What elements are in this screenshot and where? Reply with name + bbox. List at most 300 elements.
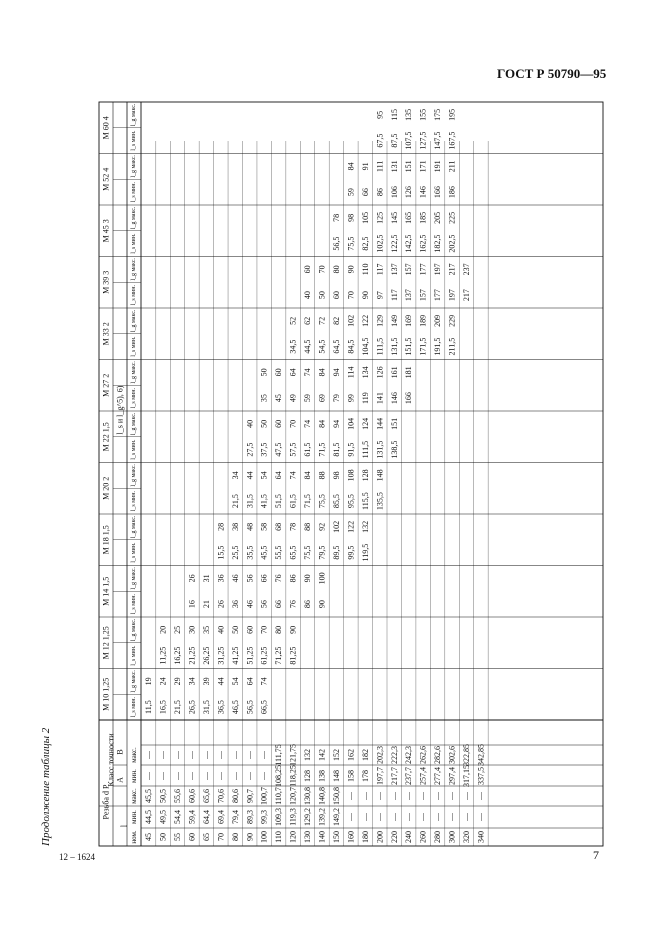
cell-value: 237: [462, 263, 471, 276]
cell-base: 80,6: [230, 789, 240, 803]
cell-value: 146: [389, 392, 399, 405]
cell-value: 148: [375, 469, 385, 482]
cell-base: —: [201, 751, 211, 759]
cell-value: 104: [346, 417, 356, 430]
size-header: М 52 4: [101, 167, 111, 191]
cell-value: 59: [346, 188, 356, 197]
cell-base: 50,5: [158, 789, 168, 803]
cell-value: 16: [187, 600, 197, 609]
cell-value: 68: [274, 522, 284, 531]
cell-value: 89,5: [331, 545, 341, 560]
cell-value: 70: [317, 265, 327, 274]
cell-value: 36: [216, 574, 226, 583]
sub-header-min: l_s мин.: [131, 439, 137, 460]
cell-value: 181: [404, 366, 414, 379]
cell-value: 114: [346, 366, 356, 379]
sub-header-min: l_s мин.: [131, 182, 137, 203]
cell-base: 45: [144, 833, 154, 841]
cell-base: —: [346, 792, 356, 800]
cell-base: 340: [476, 831, 486, 843]
cell-base: 55: [173, 833, 182, 841]
cell-value: 35,5: [245, 545, 255, 560]
cell-value: 175: [433, 108, 443, 121]
cell-value: 35: [259, 394, 269, 403]
cell-value: 171,5: [418, 337, 428, 356]
cell-base: —: [375, 792, 385, 800]
sub-header-max: l_g макс.: [131, 258, 137, 281]
cell-base: —: [187, 772, 197, 780]
cell-base: 130,8: [303, 787, 313, 805]
cell-base: 200: [375, 831, 385, 843]
cell-value: 56,5: [245, 700, 255, 715]
cell-value: 47,5: [274, 442, 284, 457]
cell-base: 158: [346, 770, 356, 782]
cell-base: 118,25: [288, 765, 298, 787]
cell-value: 16,25: [173, 646, 182, 665]
cell-value: 195: [447, 108, 457, 121]
cell-value: 122: [360, 314, 370, 327]
cell-value: 95: [375, 110, 385, 119]
cell-base: 80: [230, 833, 240, 841]
cell-value: 94: [331, 419, 341, 428]
cell-base: —: [476, 813, 486, 821]
cell-value: 102,5: [375, 234, 385, 253]
cell-value: 49: [288, 394, 298, 403]
class-header: Класс точности: [106, 733, 116, 787]
cell-value: 197: [447, 289, 457, 302]
cell-base: 54,4: [173, 810, 182, 824]
cell-base: 220: [389, 831, 399, 843]
cell-value: 36: [230, 600, 240, 609]
gost-designation: ГОСТ Р 50790—95: [497, 66, 607, 81]
cell-value: 167,5: [447, 131, 457, 150]
sub-header-max: l_g макс.: [131, 206, 137, 230]
cell-value: 57,5: [288, 442, 298, 457]
cell-value: 41,5: [259, 494, 269, 509]
cell-value: 24: [158, 677, 168, 686]
cell-value: 65,5: [288, 545, 298, 560]
cell-value: 75,5: [346, 236, 356, 251]
cell-value: 155: [418, 108, 428, 121]
cell-value: 85,5: [331, 494, 341, 509]
cell-value: 131,5: [389, 337, 399, 356]
cell-base: 197,7: [375, 767, 385, 785]
cell-base: 90: [245, 833, 255, 841]
cell-base: 142: [317, 749, 327, 761]
cell-base: 202,3: [375, 746, 385, 764]
sub-header-max: l_g макс.: [131, 103, 137, 127]
cell-value: 60: [245, 625, 255, 634]
size-header: М 18 1,5: [101, 525, 111, 555]
cell-base: 222,3: [389, 746, 399, 764]
cell-value: 64: [288, 368, 298, 377]
cell-value: 72: [317, 316, 327, 325]
cell-value: 88: [317, 471, 327, 480]
cell-value: 21,5: [230, 494, 240, 509]
size-header: М 20 2: [101, 476, 111, 500]
cell-value: 111,5: [375, 337, 385, 356]
cell-value: 64: [245, 677, 255, 686]
size-header: М 22 1,5: [101, 422, 111, 452]
cell-value: 132: [360, 520, 370, 533]
cell-value: 21,25: [187, 646, 197, 665]
cell-value: 90: [288, 625, 298, 634]
cell-value: 30: [187, 625, 197, 634]
cell-value: 46: [230, 574, 240, 583]
cell-value: 166: [433, 186, 443, 199]
cell-base: —: [158, 772, 168, 780]
cell-base: —: [245, 772, 255, 780]
cell-base: —: [476, 792, 486, 800]
cell-base: 120,7: [288, 787, 298, 805]
cell-value: 177: [433, 289, 443, 302]
cell-base: 317,15: [462, 765, 471, 787]
cell-value: 209: [433, 314, 443, 327]
cell-value: 129: [375, 314, 385, 327]
cell-value: 45: [274, 394, 284, 403]
cell-value: 60: [274, 368, 284, 377]
cell-value: 34: [187, 677, 197, 686]
cell-base: 119,3: [288, 808, 298, 826]
cell-base: 108,25: [274, 765, 284, 787]
cell-base: 70,6: [216, 789, 226, 803]
cell-value: 78: [288, 522, 298, 531]
cell-value: 217: [462, 289, 471, 302]
cell-value: 87,5: [389, 133, 399, 148]
cell-base: 100,7: [259, 787, 269, 805]
cell-value: 157: [418, 289, 428, 302]
cell-value: 90: [317, 600, 327, 609]
cell-value: 141: [375, 392, 385, 405]
cell-value: 86: [303, 600, 313, 609]
cell-base: 45,5: [144, 789, 154, 803]
cell-value: 185: [418, 211, 428, 224]
cell-base: 130: [303, 831, 313, 843]
sub-header-min: l_s мин.: [131, 645, 137, 666]
cell-base: 128: [303, 770, 313, 782]
cell-value: 50: [259, 368, 269, 377]
cell-base: —: [245, 751, 255, 759]
cell-value: 106: [389, 186, 399, 199]
cell-base: —: [346, 813, 356, 821]
cell-value: 126: [375, 366, 385, 379]
cell-value: 28: [216, 522, 226, 531]
size-header: М 12 1,25: [101, 626, 111, 660]
cell-value: 11,25: [158, 646, 168, 665]
cell-value: 90: [303, 574, 313, 583]
sub-header-min: l_s мин.: [131, 130, 137, 151]
cell-value: 56,5: [331, 236, 341, 251]
cell-value: 119: [360, 392, 370, 404]
cell-value: 48: [245, 522, 255, 531]
cell-base: 55,6: [173, 789, 182, 803]
cell-value: 92: [317, 522, 327, 531]
cell-base: 322,85: [462, 744, 471, 766]
cell-value: 74: [259, 677, 269, 686]
cell-value: 56: [245, 574, 255, 583]
cell-value: 105: [360, 211, 370, 224]
cell-base: 99,3: [259, 810, 269, 824]
cell-base: 150,8: [331, 787, 341, 805]
sub-header-max: l_g макс.: [131, 155, 137, 178]
cell-value: 91: [360, 162, 370, 171]
cell-value: 169: [404, 314, 414, 327]
cell-value: 99,5: [346, 545, 356, 560]
cell-value: 35: [201, 625, 211, 634]
cell-value: 94: [331, 368, 341, 377]
cell-value: 97: [375, 291, 385, 300]
cell-value: 26: [216, 600, 226, 609]
cell-value: 37,5: [259, 442, 269, 457]
cell-value: 79,5: [317, 545, 327, 560]
cell-value: 74: [288, 471, 298, 480]
cell-base: 110: [274, 831, 284, 843]
size-header: М 10 1,25: [101, 677, 111, 711]
cell-value: 95,5: [346, 494, 356, 509]
cell-value: 147,5: [433, 131, 443, 150]
cell-value: 82,5: [360, 236, 370, 251]
cell-base: 111,75: [274, 744, 284, 766]
cell-value: 50: [230, 625, 240, 634]
cell-base: —: [360, 792, 370, 800]
cell-base: 178: [360, 770, 370, 782]
cell-value: 55,5: [274, 545, 284, 560]
cell-base: 49,5: [158, 810, 168, 824]
cell-base: 160: [346, 831, 356, 843]
cell-base: 262,6: [418, 746, 428, 764]
cell-base: 109,3: [274, 808, 284, 826]
cell-value: 46,5: [230, 700, 240, 715]
cell-value: 34,5: [288, 339, 298, 354]
cell-base: 337,5: [476, 767, 486, 785]
cell-value: 191: [433, 160, 443, 173]
cell-value: 54: [230, 677, 240, 686]
sub-header-min: l_s мин.: [131, 233, 137, 254]
col-header-max: макс.: [130, 747, 138, 763]
cell-value: 16,5: [158, 700, 168, 715]
sub-header-min: l_s мин.: [131, 388, 137, 409]
cell-value: 44: [216, 677, 226, 686]
size-header: М 33 2: [101, 322, 111, 346]
cell-value: 75,5: [303, 545, 313, 560]
cell-base: 150: [331, 831, 341, 843]
sub-header-min: l_s мин.: [131, 594, 137, 615]
sub-header-max: l_g макс.: [131, 670, 137, 693]
cell-value: 151,5: [404, 337, 414, 356]
cell-value: 40: [303, 291, 313, 300]
cell-value: 76: [288, 600, 298, 609]
cell-value: 61,5: [303, 442, 313, 457]
cell-value: 40: [245, 419, 255, 428]
cell-base: 60,6: [187, 789, 197, 803]
cell-base: —: [404, 813, 414, 821]
cell-value: 157: [404, 263, 414, 276]
sub-header-min: l_s мин.: [131, 542, 137, 563]
cell-value: 205: [433, 211, 443, 224]
cell-value: 98: [346, 213, 356, 222]
cell-value: 84: [303, 471, 313, 480]
cell-value: 81,5: [331, 442, 341, 457]
cell-base: —: [447, 792, 457, 800]
cell-value: 11,5: [144, 700, 154, 714]
sub-header-max: l_g макс.: [131, 567, 137, 590]
cell-value: 29: [173, 677, 182, 686]
cell-base: 260: [418, 831, 428, 843]
cell-value: 128: [360, 469, 370, 482]
sub-header-min: l_s мин.: [131, 491, 137, 512]
thread-header: Резьба d P: [101, 784, 111, 820]
cell-base: 110,7: [274, 787, 284, 805]
cell-base: 140: [317, 831, 327, 843]
cell-value: 122: [346, 520, 356, 533]
cell-base: —: [259, 772, 269, 780]
cell-base: —: [216, 772, 226, 780]
cell-base: 65,6: [201, 789, 211, 803]
cell-base: 182: [360, 749, 370, 761]
cell-value: 115,5: [360, 492, 370, 510]
cell-base: 297,4: [447, 767, 457, 785]
cell-value: 145: [389, 211, 399, 224]
cell-value: 151: [389, 417, 399, 430]
cell-value: 197: [433, 263, 443, 276]
cell-base: 140,8: [317, 787, 327, 805]
cell-value: 115: [389, 109, 399, 121]
cell-base: 242,3: [404, 746, 414, 764]
cell-value: 62: [303, 316, 313, 325]
cell-base: 277,4: [433, 767, 443, 785]
cell-base: 320: [462, 831, 471, 843]
cell-value: 124: [360, 417, 370, 430]
cell-value: 70: [259, 625, 269, 634]
cell-base: 257,4: [418, 767, 428, 785]
sub-header-min: l_s мин.: [131, 697, 137, 718]
cell-base: 120: [288, 831, 298, 843]
cell-value: 64,5: [331, 339, 341, 354]
cell-value: 70: [288, 419, 298, 428]
cell-value: 59: [303, 394, 313, 403]
cell-value: 71,25: [274, 646, 284, 665]
cell-value: 31: [201, 574, 211, 583]
cell-value: 50: [259, 419, 269, 428]
cell-base: 148: [331, 770, 341, 782]
cell-value: 66,5: [259, 700, 269, 715]
cell-value: 86: [288, 574, 298, 583]
cell-value: 31,25: [216, 646, 226, 665]
cell-value: 211: [447, 160, 457, 173]
cell-value: 51,25: [245, 646, 255, 665]
sub-header-min: l_s мин.: [131, 336, 137, 357]
cell-value: 229: [447, 314, 457, 327]
cell-value: 54: [259, 471, 269, 480]
size-header: М 45 3: [101, 219, 111, 243]
cell-value: 111,5: [360, 440, 370, 459]
cell-base: 152: [331, 749, 341, 761]
cell-value: 74: [303, 419, 313, 428]
cell-value: 75,5: [317, 494, 327, 509]
cell-value: 108: [346, 469, 356, 482]
cell-value: 144: [375, 417, 385, 430]
cell-value: 102: [346, 314, 356, 327]
cell-value: 84,5: [346, 339, 356, 354]
cell-value: 21: [201, 600, 211, 609]
cell-base: —: [447, 813, 457, 821]
cell-value: 66: [360, 188, 370, 197]
cell-base: —: [389, 792, 399, 800]
cell-base: —: [259, 751, 269, 759]
cell-base: 65: [201, 833, 211, 841]
cell-base: 300: [447, 831, 457, 843]
cell-value: 90: [360, 291, 370, 300]
cell-value: 52: [288, 316, 298, 325]
cell-value: 225: [447, 211, 457, 224]
l-label: l: [119, 824, 129, 828]
col-header-max: макс.: [130, 788, 138, 804]
cell-value: 127,5: [418, 131, 428, 150]
cell-value: 78: [331, 213, 341, 222]
cell-base: —: [158, 751, 168, 759]
cell-value: 134: [360, 366, 370, 379]
cell-base: —: [187, 751, 197, 759]
cell-value: 81,25: [288, 646, 298, 665]
cell-value: 131,5: [375, 440, 385, 459]
size-header: М 39 3: [101, 270, 111, 294]
cell-value: 71,5: [317, 442, 327, 457]
cell-value: 135: [404, 108, 414, 121]
cell-value: 66: [259, 574, 269, 583]
cell-value: 70: [346, 291, 356, 300]
cell-value: 122,5: [389, 234, 399, 253]
cell-base: 139,2: [317, 808, 327, 826]
cell-value: 26,25: [201, 646, 211, 665]
cell-base: 280: [433, 831, 443, 843]
cell-value: 50: [317, 291, 327, 300]
cell-value: 117: [389, 289, 399, 301]
cell-value: 182,5: [433, 234, 443, 253]
cell-base: —: [418, 813, 428, 821]
ls-header: l_s и l_g^5), 6): [115, 385, 125, 435]
cell-value: 84: [346, 162, 356, 171]
cell-value: 56: [259, 600, 269, 609]
cell-base: —: [418, 792, 428, 800]
cell-base: 121,75: [288, 744, 298, 766]
cell-value: 137: [404, 289, 414, 302]
cell-value: 41,25: [230, 646, 240, 665]
cell-value: 99: [346, 394, 356, 403]
cell-value: 146: [418, 186, 428, 199]
class-b-label: В: [115, 749, 125, 755]
cell-value: 202,5: [447, 234, 457, 253]
cell-value: 100: [317, 572, 327, 585]
cell-value: 25: [173, 625, 182, 634]
cell-value: 15,5: [216, 545, 226, 560]
cell-base: 162: [346, 749, 356, 761]
table-caption: Продолжение таблицы 2: [40, 727, 52, 846]
cell-base: 60: [187, 833, 197, 841]
cell-value: 119,5: [360, 543, 370, 562]
cell-value: 111: [375, 160, 385, 173]
cell-base: 237,7: [404, 767, 414, 785]
cell-base: 59,4: [187, 810, 197, 824]
cell-value: 51,5: [274, 494, 284, 509]
cell-value: 82: [331, 316, 341, 325]
sub-header-max: l_g макс.: [131, 309, 137, 333]
cell-value: 90: [346, 265, 356, 274]
cell-value: 54,5: [317, 339, 327, 354]
cell-value: 21,5: [173, 700, 182, 715]
sub-header-max: l_g макс.: [131, 618, 137, 642]
cell-value: 36,5: [216, 700, 226, 715]
cell-value: 102: [331, 520, 341, 533]
